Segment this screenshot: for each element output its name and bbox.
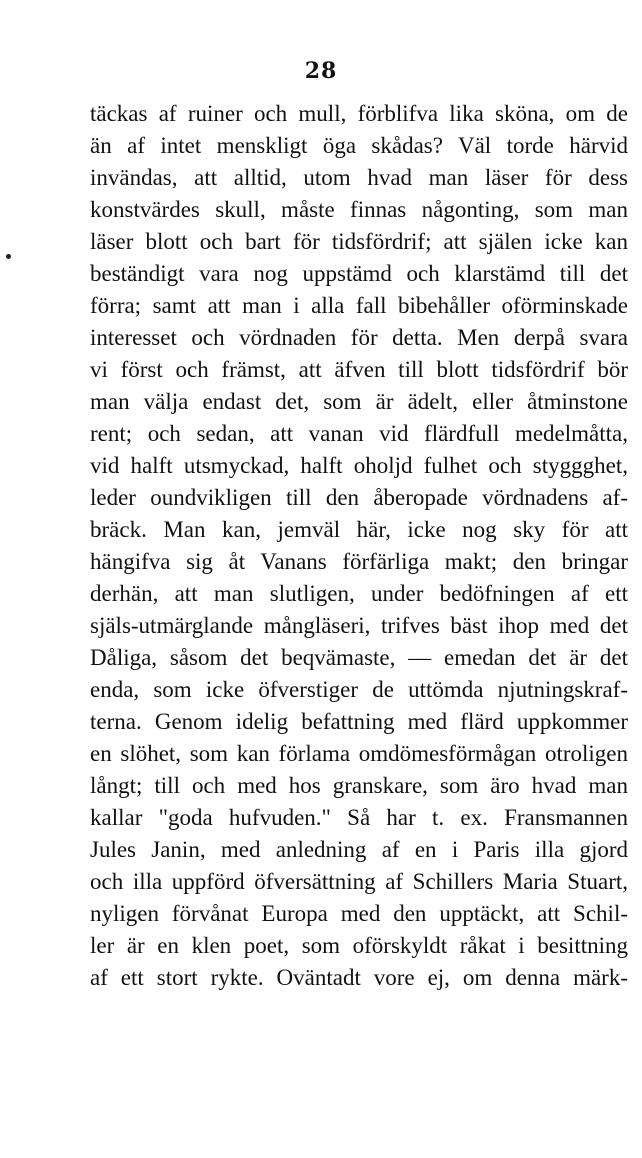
- text-line: Jules Janin, med anledning af en i Paris illa gjord: [90, 837, 628, 862]
- text-line: Dåliga, såsom det beqvämaste, — emedan det är det: [90, 645, 628, 670]
- text-line: beständigt vara nog uppstämd och klarstämd till det: [90, 261, 628, 286]
- text-line: förra; samt att man i alla fall bibehåller oförminskade: [90, 293, 628, 318]
- text-line: terna. Genom idelig befattning med flärd uppkommer: [90, 709, 628, 734]
- text-line: vid halft utsmyckad, halft oholjd fulhet och styggghet,: [90, 453, 628, 478]
- text-line: enda, som icke öfverstiger de uttömda njutningskraf-: [90, 677, 628, 702]
- text-line: än af intet menskligt öga skådas? Väl torde härvid: [90, 133, 628, 158]
- text-line: bräck. Man kan, jemväl här, icke nog sky för att: [90, 517, 628, 542]
- text-line: läser blott och bart för tidsfördrif; att själen icke kan: [90, 229, 628, 254]
- text-line: en slöhet, som kan förlama omdömesförmågan otroligen: [90, 741, 628, 766]
- text-line: rent; och sedan, att vanan vid flärdfull medelmåtta,: [90, 421, 628, 446]
- text-line: vi först och främst, att äfven till blott tidsfördrif bör: [90, 357, 628, 382]
- body-text: [90, 98, 628, 994]
- text-line: derhän, att man slutligen, under bedöfningen af ett: [90, 581, 628, 606]
- text-line: och illa uppförd öfversättning af Schillers Maria Stuart,: [90, 869, 628, 894]
- text-line: täckas af ruiner och mull, förblifva lika sköna, om de: [90, 101, 628, 126]
- text-line: konstvärdes skull, måste finnas någonting, som man: [90, 197, 628, 222]
- text-line: nyligen förvånat Europa med den upptäckt, att Schil-: [90, 901, 628, 926]
- text-line: man välja endast det, som är ädelt, eller åtminstone: [90, 389, 628, 414]
- ink-speck: [6, 254, 11, 259]
- text-line: långt; till och med hos granskare, som äro hvad man: [90, 773, 628, 798]
- text-line: själs-utmärglande mångläseri, trifves bäst ihop med det: [90, 613, 628, 638]
- text-line: ler är en klen poet, som oförskyldt råkat i besittning: [90, 933, 628, 958]
- text-line: leder oundvikligen till den åberopade vördnadens af-: [90, 485, 628, 510]
- text-line: hängifva sig åt Vanans förfärliga makt; den bringar: [90, 549, 628, 574]
- page-number: 28: [304, 58, 338, 84]
- text-line: interesset och vördnaden för detta. Men derpå svara: [90, 325, 628, 350]
- text-line: invändas, att alltid, utom hvad man läser för dess: [90, 165, 628, 190]
- text-line: kallar "goda hufvuden." Så har t. ex. Fransmannen: [90, 805, 628, 830]
- text-line: af ett stort rykte. Oväntadt vore ej, om denna märk-: [90, 965, 628, 990]
